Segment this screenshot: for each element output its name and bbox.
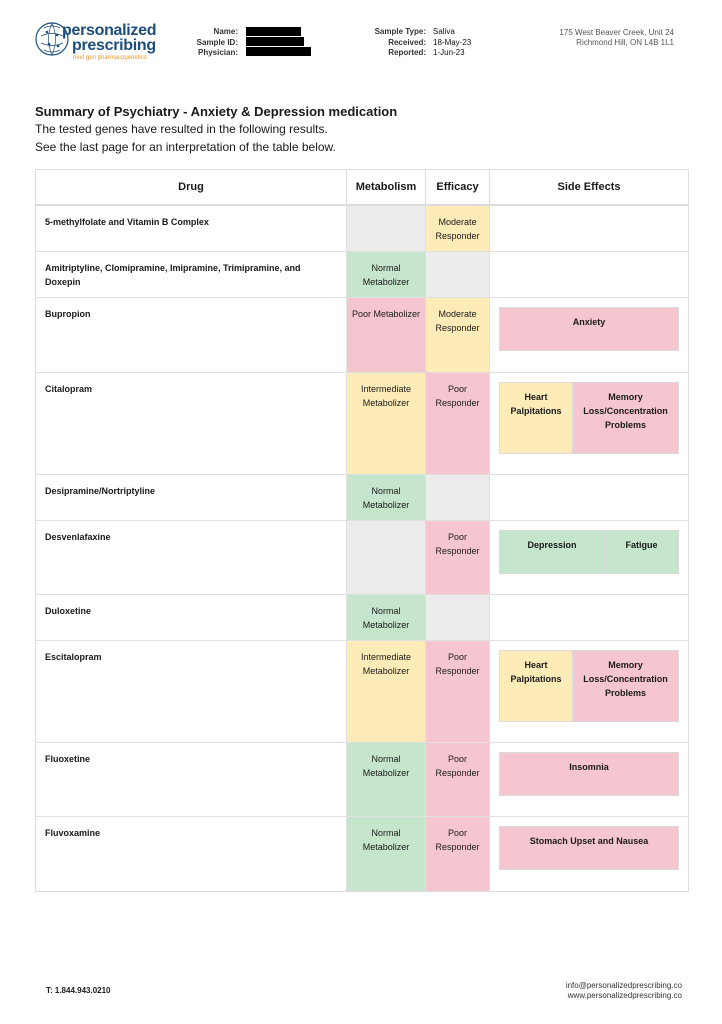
table-row [36,595,688,641]
table-row [36,641,688,743]
side-effects-cell [490,743,688,816]
efficacy-cell: Poor Responder [426,373,490,474]
address-line2: Richmond Hill, ON L4B 1L1 [576,38,674,47]
name-label: Name: [213,27,238,36]
drug-name: Duloxetine [36,595,347,640]
side-effect-box [499,650,679,722]
reported-label: Reported: [388,48,426,57]
redacted-name [246,27,301,36]
header-metabolism: Metabolism [347,170,426,204]
efficacy-cell: Moderate Responder [426,298,490,372]
side-effects-cell [490,595,688,640]
side-effect-item: Anxiety [500,308,678,350]
received-label: Received: [388,37,426,47]
sample-info-values [433,27,471,59]
header-drug: Drug [36,170,347,204]
side-effect-item: Insomnia [500,753,678,795]
efficacy-cell [426,475,490,520]
sample-id-label: Sample ID: [196,37,238,47]
header-efficacy: Efficacy [426,170,490,204]
drug-name: Fluoxetine [36,743,347,816]
drug-name: Escitalopram [36,641,347,742]
drug-name: Amitriptyline, Clomipramine, Imipramine, Trimipramine, and Doxepin [36,252,347,297]
logo-text-line1: personalized [62,22,157,39]
side-effect-item: Heart Palpitations [500,651,572,721]
side-effects-cell [490,373,688,474]
metabolism-cell [347,206,426,251]
table-header [36,170,688,206]
side-effect-box [499,826,679,870]
side-effect-box [499,307,679,351]
drug-name: Bupropion [36,298,347,372]
metabolism-cell: Normal Metabolizer [347,475,426,520]
metabolism-cell [347,521,426,594]
logo-tagline: next gen pharmacogenetics [73,55,147,61]
company-logo [35,16,165,64]
results-table [35,169,689,892]
footer-website[interactable]: www.personalizedprescribing.co [567,991,682,1000]
table-row [36,743,688,817]
table-row [36,298,688,373]
drug-name: Citalopram [36,373,347,474]
side-effect-box [499,382,679,454]
footer-phone: T: 1.844.943.0210 [46,986,111,995]
side-effects-cell [490,475,688,520]
efficacy-cell [426,252,490,297]
footer-contact [566,981,682,1001]
table-row [36,206,688,252]
side-effect-box [499,752,679,796]
metabolism-cell: Intermediate Metabolizer [347,641,426,742]
side-effects-cell [490,641,688,742]
reported-value: 1-Jun-23 [433,48,465,57]
patient-info-labels [180,27,238,59]
drug-name: Fluvoxamine [36,817,347,891]
side-effect-item: Memory Loss/Concentration Problems [572,383,678,453]
efficacy-cell: Moderate Responder [426,206,490,251]
side-effect-box [499,530,679,574]
table-row [36,252,688,298]
metabolism-cell: Normal Metabolizer [347,743,426,816]
efficacy-cell: Poor Responder [426,817,490,891]
side-effects-cell [490,298,688,372]
metabolism-cell: Poor Metabolizer [347,298,426,372]
drug-name: Desipramine/Nortriptyline [36,475,347,520]
drug-name: Desvenlafaxine [36,521,347,594]
efficacy-cell: Poor Responder [426,521,490,594]
logo-text-line2: prescribing [72,37,156,54]
metabolism-cell: Normal Metabolizer [347,595,426,640]
sample-type-value: Saliva [433,27,455,36]
table-row [36,521,688,595]
drug-name: 5-methylfolate and Vitamin B Complex [36,206,347,251]
side-effect-item: Heart Palpitations [500,383,572,453]
sample-info-labels [360,27,426,59]
summary-line1: The tested genes have resulted in the following results. [35,122,328,136]
summary-line2: See the last page for an interpretation of the table below. [35,140,336,154]
lab-address [559,28,674,48]
sample-type-label: Sample Type: [374,27,426,36]
side-effect-item: Stomach Upset and Nausea [500,827,678,869]
metabolism-cell: Intermediate Metabolizer [347,373,426,474]
redacted-physician [246,47,311,56]
side-effects-cell [490,817,688,891]
physician-label: Physician: [197,48,238,57]
efficacy-cell [426,595,490,640]
table-row [36,817,688,891]
metabolism-cell: Normal Metabolizer [347,817,426,891]
side-effects-cell [490,206,688,251]
efficacy-cell: Poor Responder [426,743,490,816]
efficacy-cell: Poor Responder [426,641,490,742]
side-effects-cell [490,252,688,297]
side-effect-item: Depression [500,531,604,573]
redacted-sample-id [246,37,304,46]
side-effect-item: Memory Loss/Concentration Problems [572,651,678,721]
table-row [36,373,688,475]
summary-title: Summary of Psychiatry - Anxiety & Depression medication [35,104,398,119]
table-row [36,475,688,521]
received-value: 18-May-23 [433,37,472,47]
header-side-effects: Side Effects [557,181,621,193]
address-line1: 175 West Beaver Creek, Unit 24 [559,28,674,37]
metabolism-cell: Normal Metabolizer [347,252,426,297]
footer-email[interactable]: info@personalizedprescribing.co [565,981,682,990]
side-effect-item: Fatigue [604,531,678,573]
side-effects-cell [490,521,688,594]
